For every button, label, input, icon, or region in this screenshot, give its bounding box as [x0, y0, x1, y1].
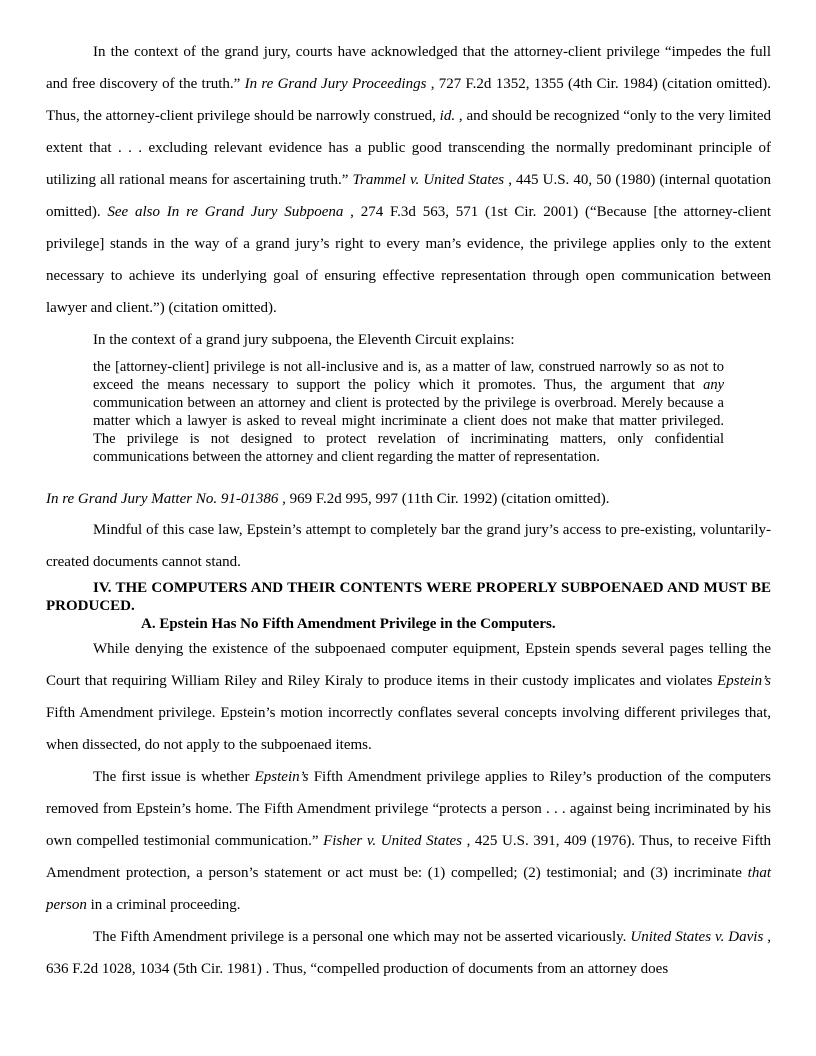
- citation-case: Fisher v. United States: [323, 833, 462, 849]
- citation-id: id.: [439, 108, 456, 124]
- citation-case: United States v. Davis: [630, 929, 764, 945]
- paragraph-first-issue: The first issue is whether Epstein’s Fifth Amendment privilege applies to Riley’s production of the computers removed from Epstein’s home. The Fifth Amendment privilege “protects a person . . . against being incriminated by his own compelled testimonial communication.” Fisher v. United States , 425 U.S. 391, 409 (1976). Thus, to receive Fifth Amendment protection, a person’s statement or act must be: (1) compelled; (2) testimonial; and (3) incriminate that person in a criminal proceeding.: [46, 769, 771, 913]
- block-quote-citation: In re Grand Jury Matter No. 91-01386 , 969 F.2d 995, 997 (11th Cir. 1992) (citation omitted).: [46, 491, 610, 507]
- paragraph-mindful: Mindful of this case law, Epstein’s attempt to completely bar the grand jury’s access to pre-existing, voluntarily-created documents cannot stand.: [46, 522, 771, 570]
- paragraph-grand-jury-context: In the context of the grand jury, courts have acknowledged that the attorney-client privilege “impedes the full and free discovery of the truth.” In re Grand Jury Proceedings , 727 F.2d 1352, 1355 (4th Cir. 1984) (citation omitted). Thus, the attorney-client privilege should be narrowly construed, id. , and should be recognized “only to the very limited extent that . . . excluding relevant evidence has a public good transcending the normally predominant principle of utilizing all rational means for ascertaining truth.” Trammel v. United States , 445 U.S. 40, 50 (1980) (internal quotation omitted). See also In re Grand Jury Subpoena , 274 F.3d 563, 571 (1st Cir. 2001) (“Because [the attorney-client privilege] stands in the way of a grand jury’s right to every man’s evidence, the privilege applies only to the extent necessary to achieve its underlying goal of ensuring effective representation through open communication between lawyer and client.”) (citation omitted).: [46, 44, 771, 316]
- block-quote: the [attorney-client] privilege is not all-inclusive and is, as a matter of law, construed narrowly so as not to exceed the means necessary to support the policy which it promotes. Thus, the argument that any communication between an attorney and client is protected by the privilege is overbroad. Merely because a matter which a lawyer is asked to reveal might incriminate a client does not make that matter privileged. The privilege is not designed to protect revelation of incriminating matters, only confidential communications between the attorney and client regarding the matter of representation.: [93, 359, 724, 466]
- citation-case: Trammel v. United States: [352, 172, 505, 188]
- citation-case: See also In re Grand Jury Subpoena: [107, 204, 344, 220]
- subsection-heading-a: A. Epstein Has No Fifth Amendment Privilege in the Computers.: [141, 616, 556, 632]
- paragraph-personal-privilege: The Fifth Amendment privilege is a personal one which may not be asserted vicariously. United States v. Davis , 636 F.2d 1028, 1034 (5th Cir. 1981) . Thus, “compelled production of documents from an attorney does: [46, 929, 772, 977]
- section-heading-iv: IV. THE COMPUTERS AND THEIR CONTENTS WERE PROPERLY SUBPOENAED AND MUST BE PRODUCED.: [46, 580, 771, 614]
- paragraph-eleventh-circuit: In the context of a grand jury subpoena, the Eleventh Circuit explains:: [93, 332, 515, 348]
- paragraph-denying-existence: While denying the existence of the subpoenaed computer equipment, Epstein spends several pages telling the Court that requiring William Riley and Riley Kiraly to produce items in their custody implicates and violates Epstein’s Fifth Amendment privilege. Epstein’s motion incorrectly conflates several concepts involving different privileges that, when dissected, do not apply to the subpoenaed items.: [46, 641, 771, 753]
- citation-case: In re Grand Jury Proceedings: [244, 76, 427, 92]
